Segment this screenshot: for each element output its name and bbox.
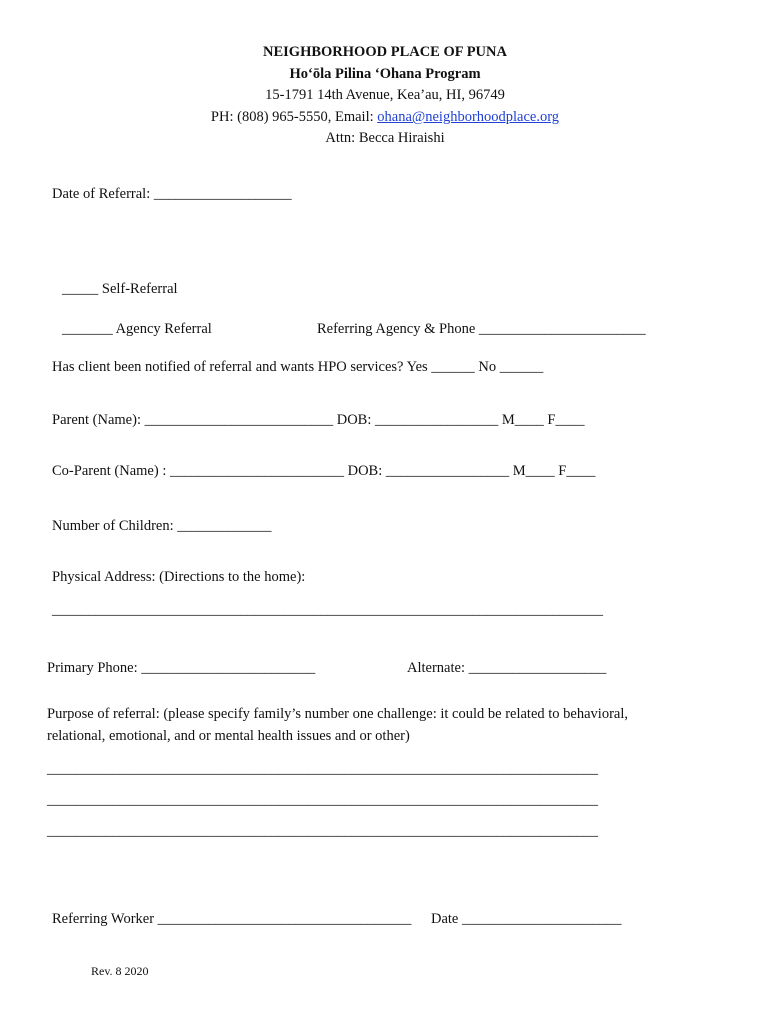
phone-text: PH: (808) 965-5550, Email:	[210, 109, 378, 125]
number-of-children-field[interactable]: Number of Children: _____________	[52, 518, 272, 534]
purpose-answer-line[interactable]: ____________________________________________________________________________	[47, 823, 598, 839]
purpose-label-line-1: Purpose of referral: (please specify family’s number one challenge: it could be related to behavioral,	[47, 706, 628, 722]
physical-address-line[interactable]: ____________________________________________________________________________	[52, 602, 603, 618]
parent-field[interactable]: Parent (Name): __________________________ DOB: _________________ M____ F____	[52, 412, 585, 428]
org-name: NEIGHBORHOOD PLACE OF PUNA	[263, 44, 507, 60]
revision-note: Rev. 8 2020	[91, 964, 149, 978]
referring-agency-field[interactable]: Referring Agency & Phone _______________________	[317, 321, 646, 337]
org-address: 15-1791 14th Avenue, Kea’au, HI, 96749	[265, 87, 505, 103]
email-link[interactable]: ohana@neighborhoodplace.org	[377, 109, 560, 125]
physical-address-label: Physical Address: (Directions to the home):	[52, 569, 306, 585]
self-referral-field[interactable]: _____ Self-Referral	[62, 281, 178, 297]
coparent-field[interactable]: Co-Parent (Name) : ________________________ DOB: _________________ M____ F____	[52, 463, 596, 479]
program-name: Hoʻōla Pilina ʻOhana Program	[289, 66, 481, 82]
notified-question[interactable]: Has client been notified of referral and wants HPO services? Yes ______ No ______	[52, 359, 544, 375]
date-of-referral-field[interactable]: Date of Referral: ___________________	[52, 186, 292, 202]
attention-line: Attn: Becca Hiraishi	[325, 130, 445, 146]
alternate-phone-field[interactable]: Alternate: ___________________	[407, 660, 607, 676]
signature-date-field[interactable]: Date ______________________	[431, 911, 622, 927]
purpose-answer-line[interactable]: ____________________________________________________________________________	[47, 761, 598, 777]
purpose-answer-line[interactable]: ____________________________________________________________________________	[47, 792, 598, 808]
contact-line	[0, 108, 770, 126]
primary-phone-field[interactable]: Primary Phone: ________________________	[47, 660, 316, 676]
agency-referral-field[interactable]: _______ Agency Referral	[62, 321, 212, 337]
referring-worker-field[interactable]: Referring Worker ___________________________________	[52, 911, 412, 927]
purpose-label-line-2: relational, emotional, and or mental health issues and or other)	[47, 728, 410, 744]
